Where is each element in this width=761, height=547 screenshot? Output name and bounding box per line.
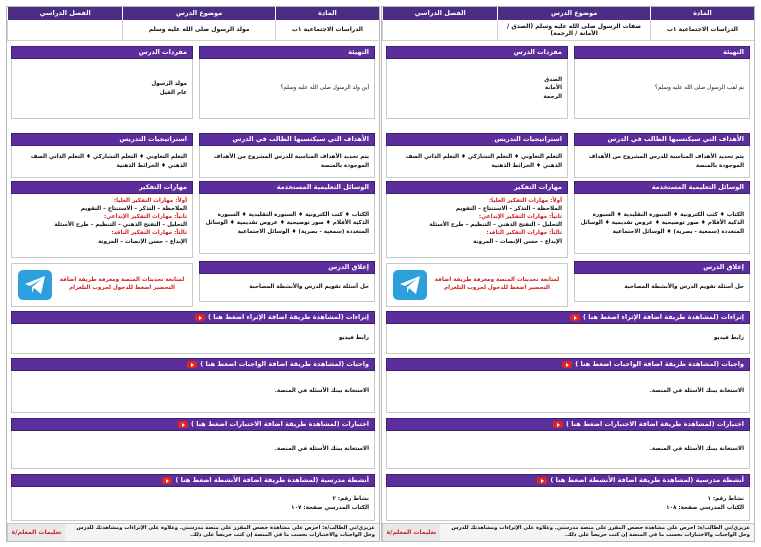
homework-section [386, 358, 750, 413]
thinking-skills-3: الإبداع – حسن الإنصات – المرونة [473, 238, 562, 245]
semester-value [382, 20, 497, 40]
tests-section [386, 418, 750, 469]
tools-text: الكتاب ♦ كتب الكترونية ♦ السبورة التقليدية ♦ السبورة الذكية الأقلام ♦ صور توضيحية ♦ عروض تقديمية ♦ الوسائل المتعددة (سمعية - بصرية) ♦ الوسائل الاجتماعية [574, 194, 750, 254]
tests-title-text: اختبارات (لمشاهدة طريقة اضافة الاختبارات اضغط هنا ) [190, 420, 369, 428]
activities-body [11, 487, 375, 521]
youtube-icon[interactable] [553, 421, 563, 428]
thinking-level-3: ثالثاً: مهارات التفكير الناقد: [486, 230, 562, 237]
vocab-item: الأمانة [544, 85, 562, 92]
closing-title: إغلاق الدرس [574, 261, 750, 274]
telegram-promo-text: لمتابعة تحديثات المنصة ومعرفة طريقة اضافة التحضير اضغط للدخول لجروب التلغرام [59, 277, 185, 291]
intro-title: التهيئة [574, 46, 750, 59]
thinking-skills-1: الملاحظة – التذكر – الاستنتاج – التقويم [455, 206, 562, 213]
telegram-promo[interactable] [386, 263, 568, 307]
tests-text: الاستعانة ببنك الأسئلة في المنصة. [11, 431, 375, 469]
telegram-promo-content [12, 264, 192, 306]
youtube-icon[interactable] [562, 361, 572, 368]
thinking-section [11, 181, 193, 258]
strategies-text: التعلم التعاوني ♦ التعلم التشاركي ♦ التعلم الذاتي الصف الذهني ♦ الخرائط الذهنية [11, 146, 193, 178]
thinking-level-2: ثانياً: مهارات التفكير الإبداعي: [478, 214, 562, 221]
activity-number: نشاط رقم: ٢ [332, 496, 369, 503]
objectives-text: يتم تحديد الأهداف المناسبة للدرس المشروح من الأهداف الموجودة بالمنصة [199, 146, 375, 178]
thinking-section [386, 181, 568, 258]
topic-column [497, 7, 650, 40]
objectives-section [199, 133, 375, 178]
thinking-level-3: ثالثاً: مهارات التفكير الناقد: [111, 230, 187, 237]
telegram-icon[interactable] [18, 270, 52, 300]
youtube-icon[interactable] [195, 314, 205, 321]
objectives-section [574, 133, 750, 178]
telegram-promo-content [387, 264, 567, 306]
objectives-text: يتم تحديد الأهداف المناسبة للدرس المشروح من الأهداف الموجودة بالمنصة [574, 146, 750, 178]
subject-column [650, 7, 754, 40]
vocab-title: مفردات الدرس [386, 46, 568, 59]
intro-text: أين ولد الرسول صلى الله عليه وسلم؟ [199, 59, 375, 119]
thinking-level-1: أولاً: مهارات التفكير العليا: [113, 198, 187, 204]
tools-text: الكتاب ♦ كتب الكترونية ♦ السبورة التقليدية ♦ السبورة الذكية الأقلام ♦ صور توضيحية ♦ عروض تقديمية ♦ الوسائل المتعددة (سمعية - بصرية) ♦ الوسائل الاجتماعية [199, 194, 375, 254]
semester-value [7, 20, 122, 40]
enrichment-title[interactable] [386, 311, 750, 324]
tests-section [11, 418, 375, 469]
semester-column [382, 7, 497, 40]
thinking-level-2: ثانياً: مهارات التفكير الإبداعي: [103, 214, 187, 221]
activities-section [11, 474, 375, 521]
activities-title-text: أنشطة مدرسية (لمشاهدة طريقة اضافة الأنشطة اضغط هنا ) [550, 476, 744, 484]
topic-label: موضوع الدرس [497, 7, 650, 20]
subject-label: المادة [650, 7, 754, 20]
closing-text: حل أسئلة تقويم الدرس والأنشطة المصاحبة [199, 274, 375, 302]
homework-text: الاستعانة ببنك الأسئلة في المنصة. [386, 371, 750, 413]
youtube-icon[interactable] [162, 477, 172, 484]
teacher-instructions-label: تعليمات المعلم/ة [382, 524, 440, 541]
thinking-body [386, 194, 568, 258]
tools-title: الوسائل التعليمية المستخدمة [199, 181, 375, 194]
thinking-title: مهارات التفكير [11, 181, 193, 194]
semester-label: الفصل الدراسي [7, 7, 122, 20]
activities-title-text: أنشطة مدرسية (لمشاهدة طريقة اضافة الأنشطة اضغط هنا ) [175, 476, 369, 484]
closing-section [574, 261, 750, 302]
activity-page: الكتاب المدرسي صفحة: ١٠٧ [291, 504, 369, 511]
homework-title-text: واجبات (لمشاهدة طريقة اضافة الواجبات اضغط هنا ) [575, 360, 744, 368]
strategies-text: التعلم التعاوني ♦ التعلم التشاركي ♦ التعلم الذاتي الصف الذهني ♦ الخرائط الذهنية [386, 146, 568, 178]
subject-value: الدراسات الاجتماعية ١ب [650, 20, 754, 40]
strategies-section [386, 133, 568, 178]
vocab-list [11, 59, 193, 119]
subject-label: المادة [275, 7, 379, 20]
vocab-section [386, 46, 568, 119]
homework-title[interactable] [386, 358, 750, 371]
strategies-title: استراتيجيات التدريس [11, 133, 193, 146]
youtube-icon[interactable] [570, 314, 580, 321]
semester-label: الفصل الدراسي [382, 7, 497, 20]
thinking-title: مهارات التفكير [386, 181, 568, 194]
teacher-instructions [382, 523, 754, 541]
strategies-section [11, 133, 193, 178]
youtube-icon[interactable] [178, 421, 188, 428]
enrichment-section [11, 311, 375, 354]
activities-body [386, 487, 750, 521]
activity-number: نشاط رقم: ١ [707, 496, 744, 503]
closing-title: إغلاق الدرس [199, 261, 375, 274]
thinking-level-1: أولاً: مهارات التفكير العليا: [488, 198, 562, 204]
youtube-icon[interactable] [537, 477, 547, 484]
lesson-plan-page-left [6, 6, 380, 542]
youtube-icon[interactable] [187, 361, 197, 368]
tools-title: الوسائل التعليمية المستخدمة [574, 181, 750, 194]
vocab-title: مفردات الدرس [11, 46, 193, 59]
activities-title[interactable] [386, 474, 750, 487]
activity-page: الكتاب المدرسي صفحة: ١٠٨ [666, 504, 744, 511]
activities-title[interactable] [11, 474, 375, 487]
tools-section [574, 181, 750, 254]
topic-value: صفات الرسول صلى الله عليه وسلم (الصدق / الأمانة / الرحمة) [497, 20, 650, 40]
teacher-instructions-label: تعليمات المعلم/ة [7, 524, 65, 541]
subject-value: الدراسات الاجتماعية ١ب [275, 20, 379, 40]
enrichment-title-text: إثراءات (لمشاهدة طريقة اضافة الإثراء اضغط هنا ) [583, 313, 744, 321]
telegram-icon[interactable] [393, 270, 427, 300]
tests-title-text: اختبارات (لمشاهدة طريقة اضافة الاختبارات اضغط هنا ) [565, 420, 744, 428]
strategies-title: استراتيجيات التدريس [386, 133, 568, 146]
telegram-promo-text: لمتابعة تحديثات المنصة ومعرفة طريقة اضافة التحضير اضغط للدخول لجروب التلغرام [434, 277, 560, 291]
lesson-header-table [382, 7, 754, 41]
vocab-item: عام الفيل [159, 89, 187, 96]
subject-column [275, 7, 379, 40]
topic-column [122, 7, 275, 40]
homework-title[interactable] [11, 358, 375, 371]
enrichment-text: رابط فيديو [386, 324, 750, 354]
thinking-skills-2: التحليل – التفتح الذهني – التنظيم – طرح الأسئلة [54, 222, 187, 229]
vocab-item: مولد الرسول [151, 81, 187, 88]
thinking-skills-1: الملاحظة – التذكر – الاستنتاج – التقويم [80, 206, 187, 213]
enrichment-title[interactable] [11, 311, 375, 324]
enrichment-section [386, 311, 750, 354]
tools-section [199, 181, 375, 254]
vocab-item: الرحمة [543, 93, 562, 100]
enrichment-title-text: إثراءات (لمشاهدة طريقة اضافة الإثراء اضغط هنا ) [208, 313, 369, 321]
teacher-instructions-text: عزيزي/تي الطالب/ة: احرص على مشاهدة حصص المقرر على منصة مدرستي. وعلاوة على الإثراءات ومشاهدتك للدرس وحل الواجبات والاختبارات بحسب ما في المنصة إن كنت حريصاً على ذلك. [76, 525, 375, 539]
objectives-title: الأهداف التي سيكتسبها الطالب في الدرس [199, 133, 375, 146]
thinking-body [11, 194, 193, 258]
homework-title-text: واجبات (لمشاهدة طريقة اضافة الواجبات اضغط هنا ) [200, 360, 369, 368]
intro-text: بم لقب الرسول صلى الله عليه وسلم؟ [574, 59, 750, 119]
activities-section [386, 474, 750, 521]
teacher-instructions-text: عزيزي/تي الطالب/ة: احرص على مشاهدة حصص المقرر على منصة مدرستي. وعلاوة على الإثراءات ومشاهدتك للدرس وحل الواجبات والاختبارات بحسب ما في المنصة إن كنت حريصاً على ذلك. [451, 525, 750, 539]
vocab-item: الصدق [544, 77, 562, 84]
closing-text: حل أسئلة تقويم الدرس والأنشطة المصاحبة [574, 274, 750, 302]
tests-title[interactable] [11, 418, 375, 431]
intro-section [199, 46, 375, 119]
intro-section [574, 46, 750, 119]
tests-text: الاستعانة ببنك الأسئلة في المنصة. [386, 431, 750, 469]
telegram-promo[interactable] [11, 263, 193, 307]
lesson-header-table [7, 7, 379, 41]
lesson-plan-page-right [381, 6, 755, 542]
semester-column [7, 7, 122, 40]
enrichment-text: رابط فيديو [11, 324, 375, 354]
objectives-title: الأهداف التي سيكتسبها الطالب في الدرس [574, 133, 750, 146]
vocab-section [11, 46, 193, 119]
teacher-instructions [7, 523, 379, 541]
vocab-list [386, 59, 568, 119]
thinking-skills-3: الإبداع – حسن الإنصات – المرونة [98, 238, 187, 245]
homework-text: الاستعانة ببنك الأسئلة في المنصة. [11, 371, 375, 413]
topic-label: موضوع الدرس [122, 7, 275, 20]
topic-value: مولد الرسول صلى الله عليه وسلم [122, 20, 275, 40]
closing-section [199, 261, 375, 302]
tests-title[interactable] [386, 418, 750, 431]
homework-section [11, 358, 375, 413]
intro-title: التهيئة [199, 46, 375, 59]
thinking-skills-2: التحليل – التفتح الذهني – التنظيم – طرح الأسئلة [429, 222, 562, 229]
